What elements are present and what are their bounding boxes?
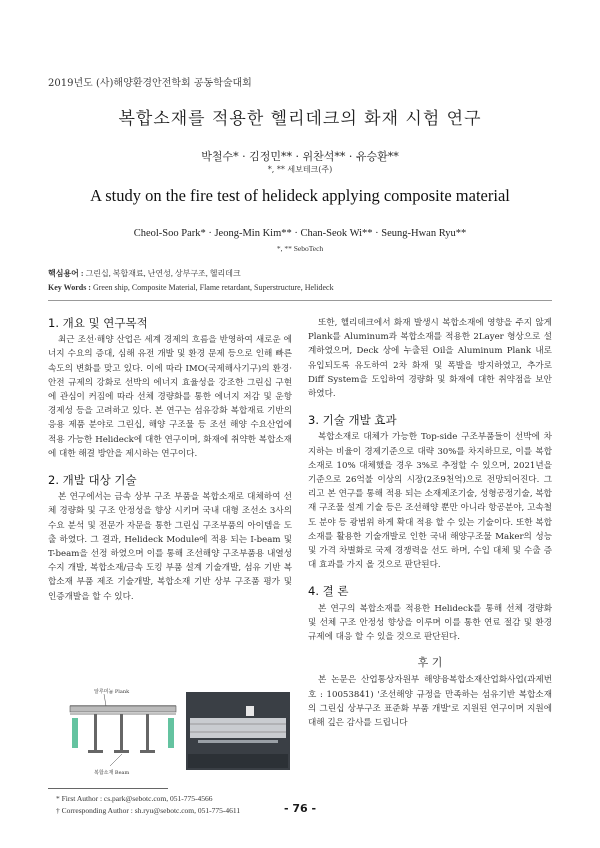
acknowledgement-title: 후 기 <box>417 656 443 670</box>
conference-header: 2019년도 (사)해양환경안전학회 공동학술대회 <box>48 78 252 89</box>
section-4-body: 본 연구의 복합소재를 적용한 Helideck를 통해 선체 경량화 및 선체 구조 안정성 향상을 이루며 이를 통한 연료 절감 및 환경 규제에 대응 할 수 있을 것으로 판단된다. <box>308 603 552 643</box>
section-3-body: 복합소재로 대체가 가능한 Top-side 구조부품들이 선박에 차지하는 비율이 경제기준으로 대략 30%를 차지하므로, 이를 복합소재로 10% 대체했을 경우 3%로 추정할 수 있으며, 2021년을 기준으로 26억불 이상의 시장(2조9천억)으로 전망되어진다. 그리고 본 연구를 통해 적용 되는 소재제조기술, 성형공정기술, 복합재 구조물 설계 기술 등은 조선해양 뿐만 아니라 항공분야, 고속철도 분야 등 광범위 하게 확대 적용 할 수 있는 기술이다. 또한 복합소재를 활용한 기술개발로 인한 국내 해양구조물 Maker의 성능 및 가격 차별화로 국제 경쟁력을 선도 하며, 수입 대체 및 수출 증대 효과를 가지 올 것으로 판단된다. <box>308 432 552 571</box>
section-3-title: 3. 기술 개발 효과 <box>308 413 397 428</box>
section-2-continuation: 또한, 헬리데크에서 화재 발생시 복합소재에 영향을 주지 않게 Plank를 Aluminum과 복합소재를 적용한 2Layer 형상으로 설계하였으며, Deck 상에 누출된 Oil을 Aluminum Plank 내로 유입되도록 유도하여 2차 화재 및 폭발을 방지하였고, 추가로 Diff System을 도입하여 경량화 및 화재에 대한 취약점을 보안 하였다. <box>308 318 552 400</box>
left-column <box>48 316 292 604</box>
figure-label-plank: 알루미늄 Plank <box>94 689 130 695</box>
english-affiliation: *, ** SeboTech <box>276 244 324 253</box>
keywords-block <box>48 267 334 295</box>
korean-affiliation: *, ** 세보테크(주) <box>267 165 333 174</box>
english-title: A study on the fire test of helideck applying composite material <box>90 186 510 205</box>
footnote-corresponding-author: † Corresponding Author : sh.ryu@sebotc.com, 051-775-4611 <box>56 806 241 815</box>
korean-title: 복합소재를 적용한 헬리데크의 화재 시험 연구 <box>118 109 482 129</box>
right-column <box>308 316 552 730</box>
section-1-body: 최근 조선·해양 산업은 세계 경제의 흐름을 반영하여 새로운 에너지 수요의 증대, 심해 유전 개발 및 환경 문제 등으로 인해 빠른 속도의 변화를 맞고 있다. 이에 따라 IMO(국제해사기구)의 환경·안전 규제의 강화로 선박의 에너지 효율성을 강조한 그린십 구현에 관심이 커짐에 따라 선체 경량화를 통한 에너지 저감 및 운항 경제성 등을 고려하고 있다. 본 연구는 섬유강화 복합재료 기반의 응용 제품 분야로 그린십, 해양 구조물 등 조선 해양 수요산업에 적용 가능한 Helideck에 대한 연구이며, 화재에 취약한 복합소재에 대한 해결 방안을 제시하는 연구이다. <box>48 335 292 459</box>
figure-label-beam: 복합소재 Beam <box>94 770 130 776</box>
footnote-first-author: * First Author : cs.park@sebotc.com, 051-775-4566 <box>56 794 213 803</box>
header-divider <box>48 300 552 301</box>
section-4-title: 4. 결 론 <box>308 584 349 599</box>
helideck-section-figure <box>48 684 296 784</box>
acknowledgement-body: 본 논문은 산업통상자원부 해양융복합소재산업화사업(과제번호 : 10053841) '조선해양 규정을 만족하는 섬유기반 복합소재의 그린십 상부구조 표준화 부품 개발'로 지원된 연구이며 지원에 대해 깊은 감사를 드립니다 <box>308 675 552 729</box>
plank-photo <box>186 692 290 770</box>
keywords-english: Key Words : Green ship, Composite Material, Flame retardant, Superstructure, Helideck <box>48 283 334 292</box>
section-2-title: 2. 개발 대상 기술 <box>48 473 137 488</box>
deck-cross-section <box>70 694 176 766</box>
section-2-body: 본 연구에서는 금속 상부 구조 부품을 복합소재로 대체하여 선체 경량화 및 구조 안정성을 향상 시키며 국내 대형 조선소 3사의 수요 분석 및 전문가 자문을 통한 그린십 구조부품의 아이템을 도출 하였다. 그 결과, Helideck Module에 적용 되는 I-beam 및 T-beam을 선정 하였으며 이를 통해 조선해양 구조부품용 내열성 수지 개발, 복합소재/금속 도킹 부품 설계 기술개발, 섬유 기반 복합소재 부품 제조 기술개발, 복합소재 기반 상부 구조품 평가 및 인증개발을 할 수 있다. <box>48 492 292 602</box>
keywords-korean: 핵심용어 : 그린십, 복합재료, 난연성, 상부구조, 헬리데크 <box>48 269 241 278</box>
page-number: - 76 - <box>283 802 317 815</box>
english-authors: Cheol-Soo Park* · Jeong-Min Kim** · Chan-Seok Wi** · Seung-Hwan Ryu** <box>133 228 467 239</box>
footnote-divider <box>48 788 168 789</box>
section-1-title: 1. 개요 및 연구목적 <box>48 316 148 330</box>
korean-authors: 박철수* · 김정민** · 위찬석** · 유승환** <box>201 150 399 163</box>
